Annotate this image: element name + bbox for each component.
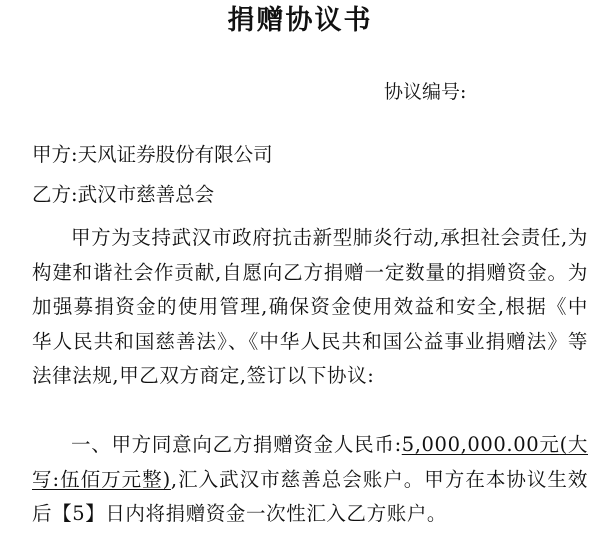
party-a (32, 140, 273, 170)
agreement-number-label: 协议编号: (384, 81, 467, 103)
clause-1-paragraph (32, 428, 588, 532)
party-b (32, 180, 214, 210)
donation-amount-words: (大写:伍佰万元整) (32, 433, 588, 491)
clause-1-suffix: 日内将捐赠资金一次性汇入乙方账户。 (105, 502, 448, 526)
party-a-label: 甲方: (32, 143, 78, 166)
party-b-name: 武汉市慈善总会 (77, 183, 215, 206)
donation-amount: 5,000,000.00元 (401, 433, 560, 456)
preamble-paragraph: 甲方为支持武汉市政府抗击新型肺炎行动,承担社会责任,为构建和谐社会作贡献,自愿向乙方捐赠一定数量的捐赠资金。为加强募捐资金的使用管理,确保资金使用效益和安全,根据《中华人民共和国慈善法》、《中华人民共和国公益事业捐赠法》等法律法规,甲乙双方商定,签订以下协议: (32, 226, 588, 388)
party-b-label: 乙方: (32, 183, 78, 206)
clause-1-middle: ,汇入武汉市慈善总会账户。甲方在本协议生效后 (32, 467, 588, 526)
document-title: 捐赠协议书 (227, 5, 373, 36)
clause-1-prefix: 一、甲方同意向乙方捐赠资金人民币: (71, 433, 402, 456)
party-a-name: 天风证券股份有限公司 (77, 143, 273, 166)
transfer-days: 【5】 (52, 502, 106, 526)
